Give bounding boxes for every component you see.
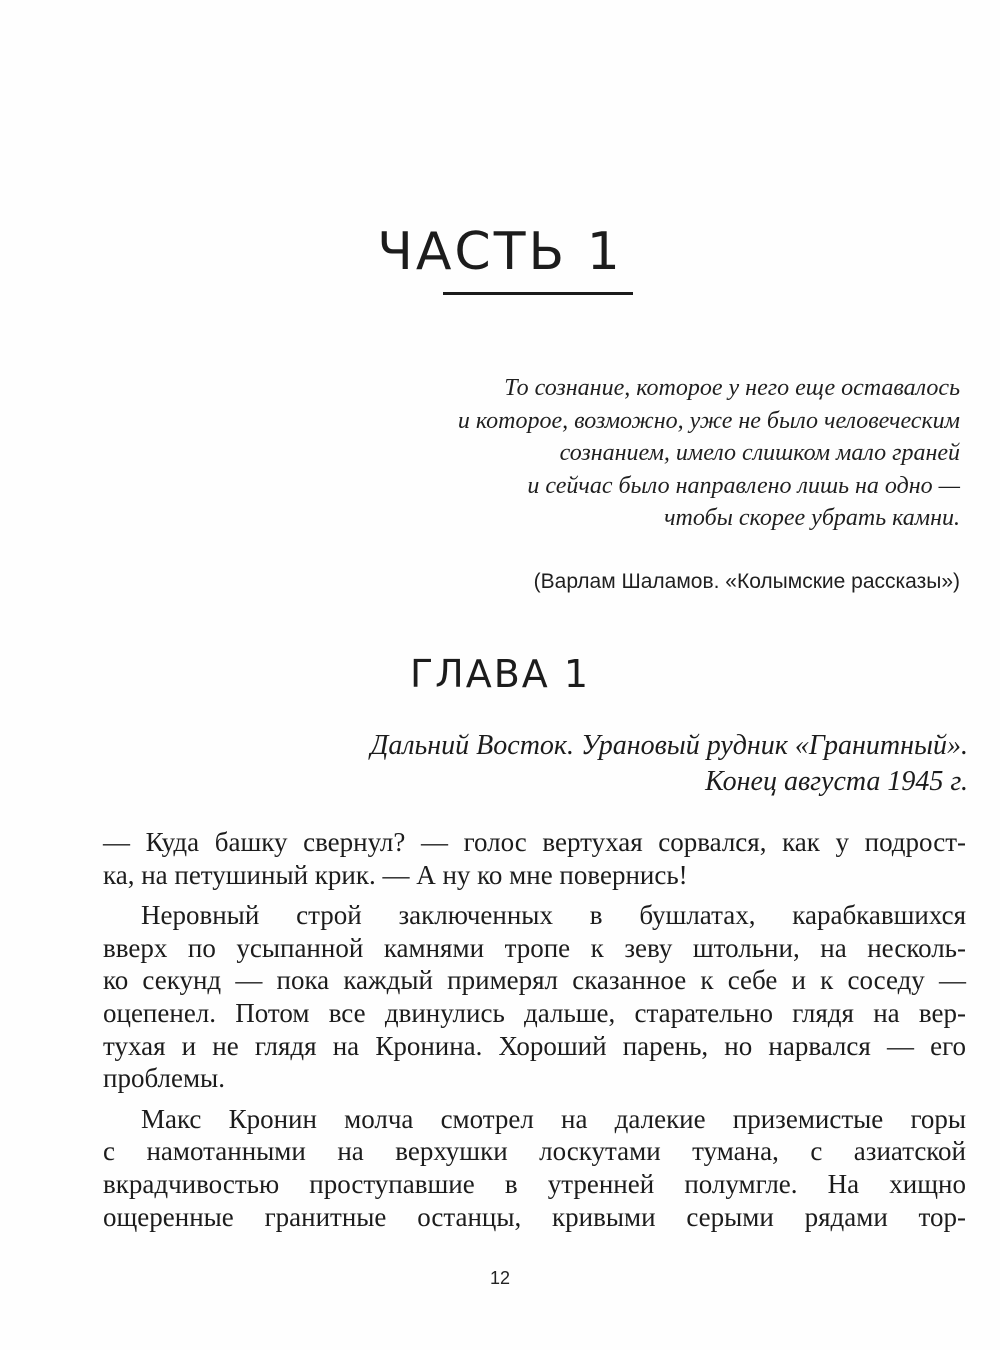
epigraph <box>320 372 960 535</box>
text-line: вкрадчивостью проступавшие в утренней полумгле. На хищно <box>103 1168 966 1199</box>
text-line: Неровный строй заключенных в бушлатах, карабкавшихся <box>141 900 966 931</box>
epigraph-source: (Варлам Шаламов. «Колымские рассказы») <box>533 570 960 593</box>
paragraph <box>103 899 966 1095</box>
epigraph-line: чтобы скорее убрать камни. <box>664 505 960 531</box>
dateline-line: Дальний Восток. Урановый рудник «Гранитный». <box>370 730 968 761</box>
paragraph <box>103 1103 966 1233</box>
text-line: ощеренные гранитные останцы, кривыми серыми рядами тор- <box>103 1201 966 1232</box>
text-line: — Куда башку свернул? — голос вертухая сорвался, как у подрост- <box>103 827 966 857</box>
part-title: ЧАСТЬ 1 <box>377 222 623 282</box>
chapter-title: ГЛАВА 1 <box>409 652 591 696</box>
text-line: оцепенел. Потом все двинулись дальше, старательно глядя на вер- <box>103 997 966 1028</box>
epigraph-line: и сейчас было направлено лишь на одно — <box>527 472 960 499</box>
chapter-dateline <box>371 728 968 800</box>
epigraph-line: То сознание, которое у него еще оставалось <box>504 375 960 401</box>
text-line: тухая и не глядя на Кронина. Хороший парень, но нарвался — его <box>103 1030 966 1061</box>
text-line: с намотанными на верхушки лоскутами тумана, с азиатской <box>103 1136 966 1167</box>
part-title-rule <box>443 292 633 295</box>
dateline-line: Конец августа 1945 г. <box>705 766 968 797</box>
page-number: 12 <box>489 1268 511 1288</box>
epigraph-line: сознанием, имело слишком мало граней <box>559 440 960 466</box>
epigraph-line: и которое, возможно, уже не было человеческим <box>457 407 960 434</box>
text-line: ко секунд — пока каждый примерял сказанное к себе и к соседу — <box>103 965 966 996</box>
paragraph <box>103 826 966 891</box>
chapter-body <box>103 826 966 1241</box>
text-line: проблемы. <box>103 1063 225 1094</box>
text-line: Макс Кронин молча смотрел на далекие приземистые горы <box>141 1103 966 1134</box>
text-line: вверх по усыпанной камнями тропе к зеву штольни, на несколь- <box>103 932 966 963</box>
text-line: ка, на петушиный крик. — А ну ко мне повернись! <box>103 859 688 890</box>
